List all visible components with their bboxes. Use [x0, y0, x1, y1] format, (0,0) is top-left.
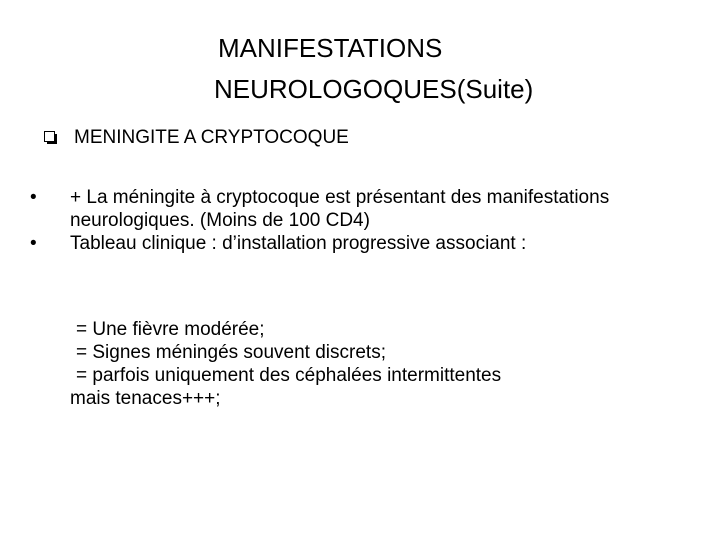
- bullet-text: Tableau clinique : d’installation progressive associant :: [70, 233, 527, 254]
- symptom-line: = Signes méningés souvent discrets;: [76, 342, 386, 363]
- bullet-list: [30, 186, 680, 255]
- bullet-dot-icon: •: [30, 187, 37, 208]
- section-heading-text: MENINGITE A CRYPTOCOQUE: [74, 127, 349, 148]
- bullet-item: [30, 186, 680, 232]
- symptom-line: = parfois uniquement des céphalées intermittentes: [76, 365, 502, 386]
- symptom-list: [70, 318, 690, 410]
- bullet-dot-icon: •: [30, 233, 37, 254]
- slide-title-line-2: NEUROLOGOQUES(Suite): [214, 74, 534, 104]
- bullet-item: [30, 232, 680, 255]
- symptom-line: = Une fièvre modérée;: [76, 319, 265, 340]
- slide-title-line-1: MANIFESTATIONS: [218, 33, 443, 63]
- section-heading: [44, 126, 349, 150]
- square-bullet-icon: [44, 131, 57, 144]
- bullet-text: + La méningite à cryptocoque est présentant des manifestations neurologiques. (Moins de 100 CD4): [70, 187, 610, 231]
- symptom-line: mais tenaces+++;: [70, 388, 221, 409]
